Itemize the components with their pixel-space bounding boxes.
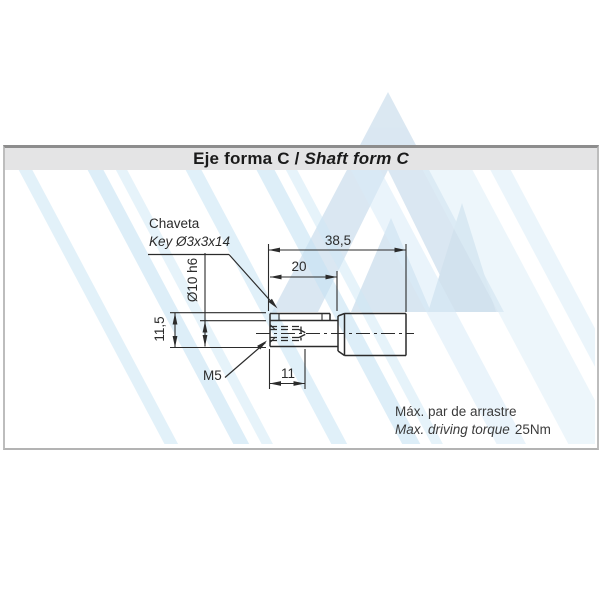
thread-callout-label: M5	[203, 368, 222, 383]
title-spanish: Eje forma C	[193, 149, 290, 168]
title-separator: /	[289, 149, 305, 168]
title-bar	[5, 148, 597, 170]
torque-note-english-italic: Max. driving torque	[395, 422, 510, 437]
torque-note-spanish: Máx. par de arrastre	[395, 404, 517, 419]
dim-shaft-diameter-label: Ø10 h6	[185, 257, 200, 303]
dim-key-height-label: 11,5	[152, 316, 167, 342]
key-callout-line1: Chaveta	[149, 216, 200, 231]
page-title	[193, 149, 409, 169]
torque-note-english	[395, 421, 551, 439]
dim-thread-depth-label: 11	[280, 366, 296, 381]
title-english: Shaft form C	[304, 149, 409, 168]
torque-note	[395, 403, 551, 439]
dim-keyed-length-label: 20	[291, 259, 307, 274]
torque-value: 25Nm	[514, 422, 551, 437]
dim-overall-label: 38,5	[324, 233, 352, 248]
key-callout-line2: Key Ø3x3x14	[149, 234, 231, 249]
